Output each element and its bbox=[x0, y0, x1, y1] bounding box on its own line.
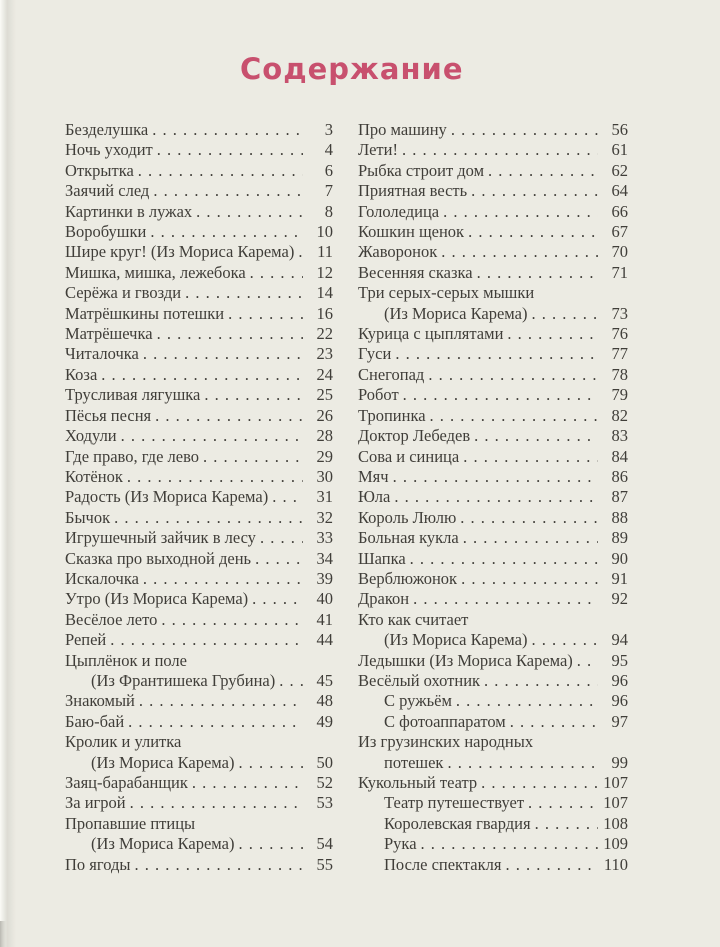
toc-entry bbox=[65, 508, 333, 528]
toc-entry-page: 56 bbox=[611, 120, 628, 139]
toc-entry-page: 108 bbox=[603, 813, 628, 833]
dot-leader bbox=[153, 181, 303, 201]
toc-entry-title: Рыбка строит дом bbox=[358, 160, 485, 180]
toc-entry bbox=[358, 283, 628, 303]
toc-entry-title: (Из Мориса Карема) bbox=[384, 303, 528, 323]
toc-entry bbox=[358, 712, 628, 732]
dot-leader bbox=[395, 344, 598, 364]
page-title: Содержание bbox=[240, 52, 464, 86]
toc-entry bbox=[65, 773, 333, 793]
toc-column-left bbox=[65, 120, 333, 875]
toc-entry bbox=[65, 202, 333, 222]
toc-entry-page: 8 bbox=[324, 201, 333, 221]
toc-entry bbox=[65, 140, 333, 160]
dot-leader bbox=[507, 324, 598, 344]
toc-entry-page: 55 bbox=[316, 854, 333, 874]
toc-entry bbox=[65, 549, 333, 569]
toc-entry bbox=[65, 487, 333, 507]
dot-leader bbox=[488, 161, 598, 181]
toc-entry-title: Открытка bbox=[65, 160, 134, 180]
toc-entry bbox=[358, 753, 628, 773]
toc-entry-title: (Из Франтишека Грубина) bbox=[91, 670, 276, 690]
toc-entry-page: 48 bbox=[316, 691, 333, 711]
toc-entry bbox=[65, 161, 333, 181]
toc-entry-title: Гололедица bbox=[358, 201, 440, 221]
toc-entry-title: Лети! bbox=[358, 140, 398, 160]
dot-leader bbox=[468, 222, 598, 242]
dot-leader bbox=[528, 793, 598, 813]
toc-entry-title: Искалочка bbox=[65, 568, 139, 588]
toc-entry-title: Бычок bbox=[65, 507, 111, 527]
toc-entry bbox=[358, 589, 628, 609]
toc-entry-page: 90 bbox=[611, 548, 628, 568]
toc-entry bbox=[358, 732, 628, 752]
toc-entry-title: Доктор Лебедев bbox=[358, 426, 471, 446]
toc-entry bbox=[65, 406, 333, 426]
toc-entry-title: Мяч bbox=[358, 466, 389, 486]
toc-entry-title: Юла bbox=[358, 487, 391, 507]
toc-entry-page: 107 bbox=[603, 793, 628, 813]
dot-leader bbox=[121, 426, 303, 446]
toc-entry-title: Матрёшечка bbox=[65, 324, 153, 344]
toc-entry-page: 22 bbox=[316, 324, 333, 344]
dot-leader bbox=[238, 834, 303, 854]
toc-entry bbox=[65, 855, 333, 875]
dot-leader bbox=[192, 773, 303, 793]
toc-entry-title: Сова и синица bbox=[358, 446, 460, 466]
toc-entry-page: 86 bbox=[611, 466, 628, 486]
toc-entry bbox=[65, 528, 333, 548]
toc-entry-title: Тропинка bbox=[358, 405, 426, 425]
toc-entry-title: Котёнок bbox=[65, 466, 123, 486]
toc-entry-page: 26 bbox=[316, 405, 333, 425]
toc-entry bbox=[65, 304, 333, 324]
toc-entry-title: Заяц-барабанщик bbox=[65, 773, 188, 792]
toc-entry-title: Картинки в лужах bbox=[65, 201, 193, 221]
toc-entry-page: 84 bbox=[611, 446, 628, 466]
toc-entry-page: 49 bbox=[316, 711, 333, 731]
dot-leader bbox=[155, 406, 303, 426]
toc-entry-title: Король Люлю bbox=[358, 507, 457, 527]
dot-leader bbox=[260, 528, 303, 548]
toc-entry-page: 32 bbox=[316, 507, 333, 527]
toc-entry bbox=[358, 242, 628, 262]
toc-entry-page: 87 bbox=[611, 487, 628, 507]
toc-entry-page: 99 bbox=[611, 752, 628, 772]
toc-entry-page: 70 bbox=[611, 242, 628, 262]
toc-entry bbox=[65, 181, 333, 201]
toc-entry bbox=[358, 467, 628, 487]
toc-entry bbox=[65, 793, 333, 813]
dot-leader bbox=[443, 202, 598, 222]
dot-leader bbox=[447, 753, 598, 773]
toc-entry-title: Знакомый bbox=[65, 691, 135, 711]
toc-entry-page: 89 bbox=[611, 528, 628, 548]
dot-leader bbox=[428, 365, 598, 385]
toc-entry bbox=[65, 610, 333, 630]
toc-entry bbox=[65, 671, 333, 691]
toc-entry-title: Кошкин щенок bbox=[358, 222, 465, 242]
dot-leader bbox=[128, 712, 303, 732]
dot-leader bbox=[139, 691, 303, 711]
toc-entry-title: Утро (Из Мориса Карема) bbox=[65, 589, 249, 609]
dot-leader bbox=[460, 508, 598, 528]
toc-entry bbox=[65, 814, 333, 834]
dot-leader bbox=[535, 814, 598, 834]
toc-entry-title: Курица с цыплятами bbox=[358, 324, 504, 344]
toc-entry-title: Баю-бай bbox=[65, 711, 125, 731]
toc-entry-page: 12 bbox=[316, 262, 333, 282]
toc-entry bbox=[358, 202, 628, 222]
dot-leader bbox=[441, 242, 598, 262]
toc-entry bbox=[65, 344, 333, 364]
toc-entry bbox=[65, 283, 333, 303]
toc-entry-title: Шапка bbox=[358, 548, 406, 568]
toc-entry bbox=[358, 834, 628, 854]
dot-leader bbox=[394, 487, 598, 507]
toc-entry-page: 76 bbox=[611, 324, 628, 344]
toc-entry bbox=[358, 365, 628, 385]
toc-entry-title: Трусливая лягушка bbox=[65, 385, 201, 405]
dot-leader bbox=[143, 344, 303, 364]
toc-entry bbox=[358, 630, 628, 650]
toc-entry bbox=[65, 569, 333, 589]
toc-entry-title: Пёсья песня bbox=[65, 405, 152, 425]
toc-entry-title: Где право, где лево bbox=[65, 446, 199, 466]
toc-entry-title: Снегопад bbox=[358, 364, 425, 384]
toc-entry bbox=[358, 691, 628, 711]
dot-leader bbox=[510, 712, 598, 732]
dot-leader bbox=[238, 753, 303, 773]
dot-leader bbox=[157, 140, 303, 160]
toc-entry bbox=[358, 793, 628, 813]
toc-entry-page: 79 bbox=[611, 385, 628, 405]
dot-leader bbox=[228, 304, 303, 324]
toc-entry-page: 25 bbox=[316, 385, 333, 405]
toc-entry bbox=[358, 549, 628, 569]
dot-leader bbox=[298, 242, 303, 262]
toc-entry-page: 92 bbox=[611, 589, 628, 609]
toc-entry-title: Ночь уходит bbox=[65, 140, 153, 160]
toc-entry bbox=[358, 651, 628, 671]
toc-entry-page: 7 bbox=[324, 181, 333, 201]
dot-leader bbox=[138, 161, 303, 181]
toc-entry-title: Цыплёнок и поле bbox=[65, 650, 187, 670]
toc-entry-title: Игрушечный зайчик в лесу bbox=[65, 528, 256, 548]
toc-entry-title: Ходули bbox=[65, 426, 117, 446]
dot-leader bbox=[157, 324, 303, 344]
toc-entry-page: 107 bbox=[603, 773, 628, 792]
toc-entry-page: 82 bbox=[611, 405, 628, 425]
toc-entry-title: Королевская гвардия bbox=[384, 813, 531, 833]
toc-entry-page: 53 bbox=[316, 793, 333, 813]
dot-leader bbox=[413, 589, 598, 609]
dot-leader bbox=[430, 406, 598, 426]
toc-entry bbox=[358, 181, 628, 201]
page-corner-shadow bbox=[0, 921, 6, 947]
toc-columns bbox=[65, 120, 628, 875]
toc-entry-page: 30 bbox=[316, 466, 333, 486]
dot-leader bbox=[127, 467, 303, 487]
dot-leader bbox=[410, 549, 598, 569]
dot-leader bbox=[393, 467, 598, 487]
toc-entry-title: Робот bbox=[358, 385, 399, 405]
toc-entry-page: 94 bbox=[611, 630, 628, 650]
toc-entry-page: 78 bbox=[611, 364, 628, 384]
toc-entry-title: Весёлый охотник bbox=[358, 670, 481, 690]
toc-entry-title: После спектакля bbox=[384, 854, 502, 874]
toc-entry bbox=[358, 263, 628, 283]
toc-entry bbox=[358, 222, 628, 242]
toc-entry-title: Матрёшкины потешки bbox=[65, 303, 225, 323]
toc-entry-page: 110 bbox=[603, 854, 628, 874]
toc-entry-page: 64 bbox=[611, 181, 628, 201]
toc-entry-title: Весёлое лето bbox=[65, 609, 158, 629]
toc-entry-title: Жаворонок bbox=[358, 242, 438, 262]
dot-leader bbox=[110, 630, 303, 650]
toc-entry-title: С фотоаппаратом bbox=[384, 711, 506, 731]
toc-entry bbox=[358, 324, 628, 344]
toc-entry-page: 10 bbox=[316, 222, 333, 242]
page-edge-shadow bbox=[0, 0, 16, 947]
toc-column-right bbox=[358, 120, 628, 875]
toc-entry bbox=[358, 304, 628, 324]
dot-leader bbox=[471, 181, 598, 201]
toc-entry-title: (Из Мориса Карема) bbox=[384, 630, 528, 650]
toc-entry-page: 28 bbox=[316, 426, 333, 446]
toc-entry-title: Пропавшие птицы bbox=[65, 813, 196, 833]
toc-entry-title: Репей bbox=[65, 630, 107, 650]
dot-leader bbox=[101, 365, 303, 385]
dot-leader bbox=[161, 610, 303, 630]
toc-entry-page: 91 bbox=[611, 568, 628, 588]
toc-entry-page: 44 bbox=[316, 630, 333, 650]
toc-entry bbox=[358, 671, 628, 691]
toc-entry-page: 50 bbox=[316, 752, 333, 772]
toc-entry bbox=[358, 814, 628, 834]
toc-entry-title: Весенняя сказка bbox=[358, 262, 473, 282]
toc-entry-page: 29 bbox=[316, 446, 333, 466]
toc-entry-page: 14 bbox=[316, 283, 333, 303]
dot-leader bbox=[451, 120, 598, 140]
dot-leader bbox=[463, 528, 598, 548]
toc-entry bbox=[358, 120, 628, 140]
toc-entry-title: Серёжа и гвозди bbox=[65, 283, 182, 303]
dot-leader bbox=[505, 855, 598, 875]
toc-entry bbox=[65, 589, 333, 609]
toc-entry-page: 97 bbox=[611, 711, 628, 731]
toc-entry-title: Мишка, мишка, лежебока bbox=[65, 262, 246, 282]
dot-leader bbox=[577, 651, 598, 671]
dot-leader bbox=[252, 589, 303, 609]
toc-entry-title: Безделушка bbox=[65, 120, 149, 139]
toc-entry-title: Дракон bbox=[358, 589, 410, 609]
toc-entry bbox=[358, 161, 628, 181]
toc-entry bbox=[65, 242, 333, 262]
dot-leader bbox=[474, 426, 598, 446]
toc-entry-title: С ружьём bbox=[384, 691, 452, 711]
toc-entry bbox=[358, 426, 628, 446]
dot-leader bbox=[150, 222, 303, 242]
toc-entry-title: Три серых-серых мышки bbox=[358, 283, 535, 303]
toc-entry bbox=[358, 385, 628, 405]
toc-entry-page: 16 bbox=[316, 303, 333, 323]
toc-entry bbox=[358, 447, 628, 467]
dot-leader bbox=[477, 263, 598, 283]
toc-entry bbox=[65, 324, 333, 344]
toc-entry bbox=[65, 651, 333, 671]
toc-entry bbox=[358, 344, 628, 364]
toc-entry bbox=[65, 447, 333, 467]
toc-entry-title: (Из Мориса Карема) bbox=[91, 752, 235, 772]
toc-entry-title: Кролик и улитка bbox=[65, 732, 182, 752]
toc-entry-title: Ледышки (Из Мориса Карема) bbox=[358, 650, 573, 670]
toc-entry-title: Заячий след bbox=[65, 181, 150, 201]
toc-entry-title: Гуси bbox=[358, 344, 392, 364]
toc-entry-page: 95 bbox=[611, 650, 628, 670]
toc-entry bbox=[65, 120, 333, 140]
toc-entry-page: 24 bbox=[316, 364, 333, 384]
dot-leader bbox=[196, 202, 303, 222]
toc-entry bbox=[358, 855, 628, 875]
toc-entry-page: 11 bbox=[317, 242, 333, 262]
toc-entry-page: 73 bbox=[611, 303, 628, 323]
dot-leader bbox=[456, 691, 598, 711]
dot-leader bbox=[143, 569, 303, 589]
toc-entry-page: 40 bbox=[316, 589, 333, 609]
toc-entry-title: Сказка про выходной день bbox=[65, 548, 252, 568]
toc-entry-title: Приятная весть bbox=[358, 181, 468, 201]
toc-entry-page: 39 bbox=[316, 568, 333, 588]
toc-entry-title: Радость (Из Мориса Карема) bbox=[65, 487, 269, 507]
toc-entry-page: 96 bbox=[611, 691, 628, 711]
toc-entry bbox=[65, 834, 333, 854]
dot-leader bbox=[403, 385, 598, 405]
dot-leader bbox=[463, 447, 598, 467]
toc-entry bbox=[65, 263, 333, 283]
toc-entry-page: 54 bbox=[316, 834, 333, 854]
toc-entry-page: 77 bbox=[611, 344, 628, 364]
toc-entry bbox=[358, 140, 628, 160]
dot-leader bbox=[130, 793, 303, 813]
toc-entry-page: 3 bbox=[324, 120, 333, 139]
toc-entry bbox=[65, 222, 333, 242]
toc-entry-page: 66 bbox=[611, 201, 628, 221]
dot-leader bbox=[114, 508, 303, 528]
toc-entry-title: По ягоды bbox=[65, 854, 131, 874]
toc-entry-title: Шире круг! (Из Мориса Карема) bbox=[65, 242, 295, 262]
toc-entry bbox=[358, 773, 628, 793]
toc-entry-title: Кукольный театр bbox=[358, 773, 478, 792]
toc-entry-page: 62 bbox=[611, 160, 628, 180]
toc-entry bbox=[65, 630, 333, 650]
toc-entry-title: Верблюжонок bbox=[358, 568, 458, 588]
toc-entry-page: 83 bbox=[611, 426, 628, 446]
dot-leader bbox=[185, 283, 303, 303]
dot-leader bbox=[481, 773, 598, 793]
toc-entry bbox=[65, 691, 333, 711]
toc-entry-page: 45 bbox=[316, 670, 333, 690]
dot-leader bbox=[279, 671, 303, 691]
toc-entry-page: 41 bbox=[316, 609, 333, 629]
dot-leader bbox=[531, 304, 598, 324]
dot-leader bbox=[152, 120, 303, 140]
toc-entry-title: Больная кукла bbox=[358, 528, 459, 548]
dot-leader bbox=[272, 487, 303, 507]
dot-leader bbox=[531, 630, 598, 650]
toc-entry-title: За игрой bbox=[65, 793, 126, 813]
toc-entry-title: (Из Мориса Карема) bbox=[91, 834, 235, 854]
dot-leader bbox=[484, 671, 598, 691]
toc-entry-page: 6 bbox=[324, 160, 333, 180]
toc-entry-title: Рука bbox=[384, 834, 417, 854]
dot-leader bbox=[204, 385, 303, 405]
toc-entry-title: Коза bbox=[65, 364, 98, 384]
toc-entry-page: 71 bbox=[611, 262, 628, 282]
toc-entry-page: 109 bbox=[603, 834, 628, 854]
dot-leader bbox=[421, 834, 598, 854]
toc-entry-page: 34 bbox=[316, 548, 333, 568]
toc-entry bbox=[358, 569, 628, 589]
toc-entry-title: Театр путешествует bbox=[384, 793, 525, 813]
toc-entry-page: 23 bbox=[316, 344, 333, 364]
dot-leader bbox=[402, 140, 598, 160]
toc-entry bbox=[358, 528, 628, 548]
dot-leader bbox=[203, 447, 303, 467]
dot-leader bbox=[461, 569, 598, 589]
toc-entry-title: Из грузинских народных bbox=[358, 732, 534, 752]
toc-entry bbox=[358, 406, 628, 426]
toc-entry bbox=[65, 753, 333, 773]
toc-entry-page: 31 bbox=[316, 487, 333, 507]
toc-entry-title: Читалочка bbox=[65, 344, 139, 364]
toc-entry-title: Воробушки bbox=[65, 222, 147, 242]
toc-entry bbox=[65, 365, 333, 385]
toc-entry-title: Про машину bbox=[358, 120, 447, 139]
dot-leader bbox=[250, 263, 303, 283]
toc-entry bbox=[358, 508, 628, 528]
toc-entry bbox=[65, 426, 333, 446]
toc-entry bbox=[358, 610, 628, 630]
toc-entry-page: 33 bbox=[316, 528, 333, 548]
toc-entry-title: Кто как считает bbox=[358, 609, 469, 629]
toc-entry-page: 4 bbox=[324, 140, 333, 160]
toc-entry bbox=[65, 467, 333, 487]
toc-entry-title: потешек bbox=[384, 752, 444, 772]
toc-entry-page: 96 bbox=[611, 670, 628, 690]
toc-entry bbox=[65, 385, 333, 405]
toc-entry-page: 52 bbox=[316, 773, 333, 792]
toc-entry-page: 61 bbox=[611, 140, 628, 160]
toc-entry bbox=[358, 487, 628, 507]
toc-entry-page: 88 bbox=[611, 507, 628, 527]
toc-entry-page: 67 bbox=[611, 222, 628, 242]
dot-leader bbox=[135, 855, 304, 875]
toc-entry bbox=[65, 712, 333, 732]
toc-entry bbox=[65, 732, 333, 752]
dot-leader bbox=[255, 549, 303, 569]
